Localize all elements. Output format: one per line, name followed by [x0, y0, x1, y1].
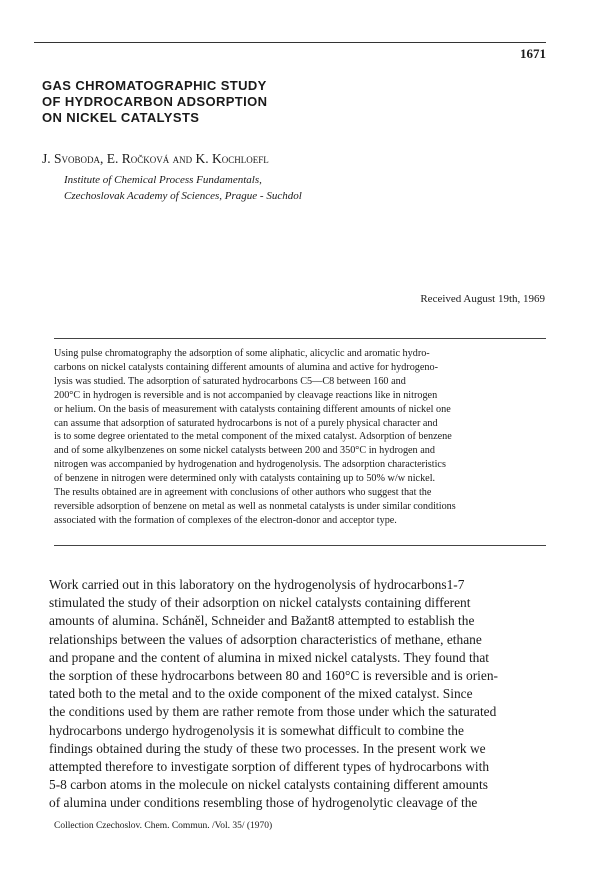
authors: J. Svoboda, E. Ročková and K. Kochloefl: [42, 151, 269, 166]
affiliation-line: Institute of Chemical Process Fundamentals,: [64, 174, 262, 186]
body-line: 5-8 carbon atoms in the molecule on nickel catalysts containing different amounts: [49, 777, 488, 793]
body-line: relationships between the values of adsorption characteristics of methane, ethane: [49, 631, 482, 647]
title-line: ON NICKEL CATALYSTS: [42, 110, 200, 125]
abstract-top-rule: [54, 338, 546, 339]
abstract-bottom-rule: [54, 545, 546, 546]
abstract-line: carbons on nickel catalysts containing different amounts of alumina and active for hydrogeno-: [54, 361, 438, 373]
abstract-line: can assume that adsorption of saturated hydrocarbons is not of a purely physical character and: [54, 417, 438, 429]
title-line: GAS CHROMATOGRAPHIC STUDY: [42, 78, 267, 93]
abstract-line: 200°C in hydrogen is reversible and is not accompanied by cleavage reactions like in nitrogen: [54, 389, 438, 401]
body-line: Work carried out in this laboratory on the hydrogenolysis of hydrocarbons1-7: [49, 577, 465, 592]
received-date: Received August 19th, 1969: [420, 293, 545, 305]
abstract-line: reversible adsorption of benzene on metal as well as nonmetal catalysts is under similar conditions: [54, 500, 456, 512]
body-line: and propane and the content of alumina in mixed nickel catalysts. They found that: [49, 649, 490, 665]
journal-citation-footer: Collection Czechoslov. Chem. Commun. /Vol. 35/ (1970): [54, 821, 273, 831]
body-line: stimulated the study of their adsorption on nickel catalysts containing different: [49, 595, 471, 611]
body-line: the sorption of these hydrocarbons between 80 and 160°C is reversible and is orien-: [49, 668, 498, 684]
body-line: tated both to the metal and to the oxide component of the mixed catalyst. Since: [49, 686, 473, 702]
abstract-line: is to some degree orientated to the metal component of the mixed catalyst. Adsorption of benzene: [54, 431, 452, 443]
title-line: OF HYDROCARBON ADSORPTION: [42, 94, 268, 109]
abstract-line: nitrogen was accompanied by hydrogenation and hydrogenolysis. The adsorption characteristics: [54, 459, 446, 471]
body-line: amounts of alumina. Schánĕl, Schneider and Bažant8 attempted to establish the: [49, 613, 475, 629]
abstract-line: associated with the formation of complexes of the electron-donor and acceptor type.: [54, 514, 397, 526]
abstract-line: or helium. On the basis of measurement with catalysts containing different amounts of nickel one: [54, 403, 451, 415]
abstract-line: The results obtained are in agreement with conclusions of other authors who suggest that the: [54, 487, 432, 499]
body-line: hydrocarbons undergo hydrogenolysis it is somewhat difficult to combine the: [49, 722, 464, 738]
article-title: [42, 78, 402, 126]
body-line: findings obtained during the study of these two processes. In the present work we: [49, 740, 486, 756]
abstract-line: Using pulse chromatography the adsorption of some aliphatic, alicyclic and aromatic hydro-: [54, 348, 430, 359]
affiliation-line: Czechoslovak Academy of Sciences, Prague - Suchdol: [64, 190, 302, 202]
body-line: attempted therefore to investigate sorption of different types of hydrocarbons with: [49, 759, 490, 775]
body-line: the conditions used by them are rather remote from those under which the saturated: [49, 704, 497, 720]
body-text: [49, 576, 549, 813]
abstract-line: lysis was studied. The adsorption of saturated hydrocarbons C5—C8 between 160 and: [54, 375, 406, 387]
abstract-line: of benzene in nitrogen were determined only with catalysts containing up to 50% w/w nickel.: [54, 473, 436, 485]
affiliation: [64, 172, 302, 204]
abstract-line: and of some alkylbenzenes on some nickel catalysts between 200 and 350°C in hydrogen and: [54, 445, 435, 457]
header-rule: [34, 42, 546, 43]
body-line: of alumina under conditions resembling those of hydrogenolytic cleavage of the: [49, 795, 478, 811]
page-number: 1671: [520, 46, 546, 61]
abstract: [54, 347, 546, 528]
